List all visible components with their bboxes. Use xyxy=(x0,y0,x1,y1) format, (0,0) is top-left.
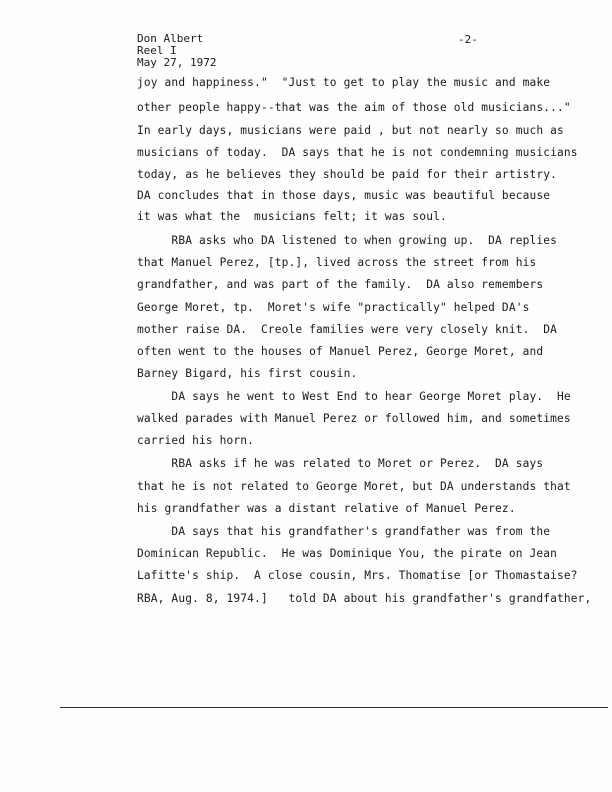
text-line: DA says that his grandfather's grandfather was from the xyxy=(137,525,551,538)
interview-date: May 27, 1972 xyxy=(137,56,217,69)
text-line: carried his horn. xyxy=(137,434,255,447)
text-line: In early days, musicians were paid , but not nearly so much as xyxy=(137,124,564,137)
text-line: musicians of today. DA says that he is not condemning musicians xyxy=(137,146,578,159)
text-line: DA says he went to West End to hear George Moret play. He xyxy=(137,390,571,403)
text-line: often went to the houses of Manuel Perez, George Moret, and xyxy=(137,345,544,358)
text-line: Dominican Republic. He was Dominique You, the pirate on Jean xyxy=(137,547,558,560)
text-line: his grandfather was a distant relative of Manuel Perez. xyxy=(137,502,516,515)
page-header xyxy=(137,33,216,69)
text-line: it was what the musicians felt; it was soul. xyxy=(137,210,447,223)
bottom-rule-divider xyxy=(60,707,608,708)
text-line: grandfather, and was part of the family. DA also remembers xyxy=(137,278,544,291)
text-line: George Moret, tp. Moret's wife "practically" helped DA's xyxy=(137,301,530,314)
text-line: RBA asks who DA listened to when growing up. DA replies xyxy=(137,234,558,247)
text-line: that Manuel Perez, [tp.], lived across the street from his xyxy=(137,256,537,269)
reel-label: Reel I xyxy=(137,44,177,57)
text-line: mother raise DA. Creole families were very closely knit. DA xyxy=(137,323,558,336)
interviewee-name: Don Albert xyxy=(137,32,204,45)
text-line: RBA, Aug. 8, 1974.] told DA about his grandfather's grandfather, xyxy=(137,592,592,605)
text-line: walked parades with Manuel Perez or followed him, and sometimes xyxy=(137,412,571,425)
text-line: Barney Bigard, his first cousin. xyxy=(137,367,358,380)
text-line: joy and happiness." "Just to get to play the music and make xyxy=(137,76,551,89)
text-line: Lafitte's ship. A close cousin, Mrs. Thomatise [or Thomastaise? xyxy=(137,569,578,582)
text-line: other people happy--that was the aim of those old musicians..." xyxy=(137,101,571,114)
text-line: RBA asks if he was related to Moret or Perez. DA says xyxy=(137,457,544,470)
text-line: today, as he believes they should be paid for their artistry. xyxy=(137,168,558,181)
page-number: -2- xyxy=(458,33,478,46)
text-line: that he is not related to George Moret, but DA understands that xyxy=(137,480,571,493)
text-line: DA concludes that in those days, music was beautiful because xyxy=(137,189,551,202)
